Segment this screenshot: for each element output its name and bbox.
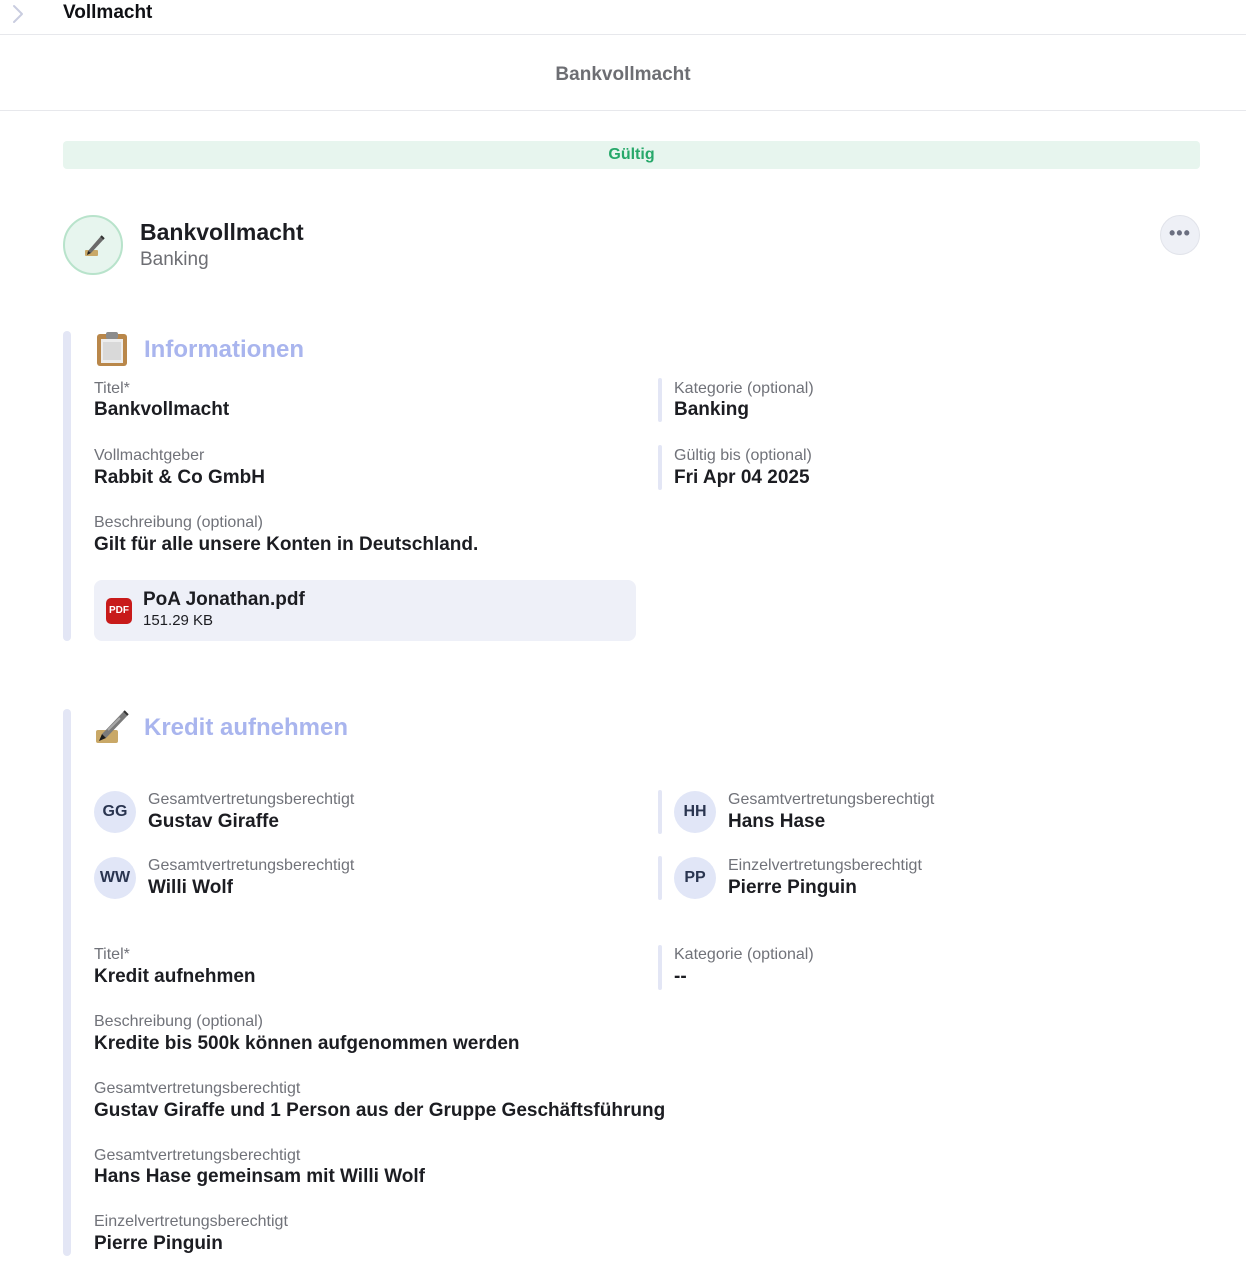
avatar: PP	[674, 857, 716, 899]
avatar: GG	[94, 791, 136, 833]
more-horizontal-icon: •••	[1169, 223, 1191, 243]
kredit-kategorie-value: --	[674, 966, 687, 987]
rule-value: Gustav Giraffe und 1 Person aus der Gruppe Geschäftsführung	[94, 1100, 666, 1121]
kredit-kategorie-label: Kategorie (optional)	[674, 946, 814, 963]
rule-value: Pierre Pinguin	[94, 1233, 223, 1254]
writing-hand-icon	[94, 708, 130, 744]
info-gueltig-bis-value: Fri Apr 04 2025	[674, 467, 810, 488]
kredit-beschreibung-value: Kredite bis 500k können aufgenommen werden	[94, 1033, 520, 1054]
info-titel-value: Bankvollmacht	[94, 399, 230, 420]
poa-title: Bankvollmacht	[140, 219, 304, 245]
clipboard-icon	[94, 331, 130, 367]
info-vollmachtgeber-value: Rabbit & Co GmbH	[94, 467, 265, 488]
info-vollmachtgeber-label: Vollmachtgeber	[94, 447, 205, 464]
person-role: Gesamtvertretungsberechtigt	[148, 857, 355, 874]
poa-avatar	[63, 215, 123, 275]
document-header	[0, 35, 1246, 111]
pdf-file-icon: PDF	[106, 598, 132, 624]
person-role: Einzelvertretungsberechtigt	[728, 857, 922, 874]
status-badge: Gültig	[63, 141, 1200, 169]
file-attachment[interactable]	[94, 580, 636, 641]
kredit-titel-value: Kredit aufnehmen	[94, 966, 256, 987]
person-name: Willi Wolf	[148, 877, 233, 898]
info-beschreibung-value: Gilt für alle unsere Konten in Deutschland.	[94, 534, 479, 555]
poa-subtitle: Banking	[140, 249, 209, 270]
rule-value: Hans Hase gemeinsam mit Willi Wolf	[94, 1166, 426, 1187]
kredit-beschreibung-label: Beschreibung (optional)	[94, 1013, 263, 1030]
info-titel-label: Titel*	[94, 380, 130, 397]
info-kategorie-label: Kategorie (optional)	[674, 380, 814, 397]
person-name: Hans Hase	[728, 811, 826, 832]
avatar: HH	[674, 791, 716, 833]
field-divider	[658, 945, 662, 990]
top-bar-title: Vollmacht	[63, 2, 153, 23]
field-divider	[658, 445, 662, 490]
person-role: Gesamtvertretungsberechtigt	[728, 791, 935, 808]
rule-label: Einzelvertretungsberechtigt	[94, 1213, 288, 1230]
info-section-bar	[63, 331, 71, 641]
chevron-right-icon[interactable]	[10, 3, 26, 25]
info-gueltig-bis-label: Gültig bis (optional)	[674, 447, 812, 464]
file-name: PoA Jonathan.pdf	[143, 589, 305, 610]
avatar: WW	[94, 857, 136, 899]
document-name: Bankvollmacht	[555, 64, 691, 85]
file-size: 151.29 KB	[143, 612, 214, 629]
rule-label: Gesamtvertretungsberechtigt	[94, 1080, 301, 1097]
person-role: Gesamtvertretungsberechtigt	[148, 791, 355, 808]
rule-label: Gesamtvertretungsberechtigt	[94, 1147, 301, 1164]
pen-icon	[82, 232, 106, 258]
more-options-button[interactable]	[1160, 215, 1200, 255]
field-divider	[658, 378, 662, 422]
top-bar	[0, 0, 1246, 35]
field-divider	[658, 856, 662, 900]
info-section-title: Informationen	[144, 336, 304, 363]
info-beschreibung-label: Beschreibung (optional)	[94, 514, 263, 531]
person-name: Pierre Pinguin	[728, 877, 857, 898]
kredit-section-title: Kredit aufnehmen	[144, 714, 349, 741]
kredit-section-bar	[63, 709, 71, 1256]
info-kategorie-value: Banking	[674, 399, 749, 420]
kredit-titel-label: Titel*	[94, 946, 130, 963]
person-name: Gustav Giraffe	[148, 811, 279, 832]
field-divider	[658, 790, 662, 834]
